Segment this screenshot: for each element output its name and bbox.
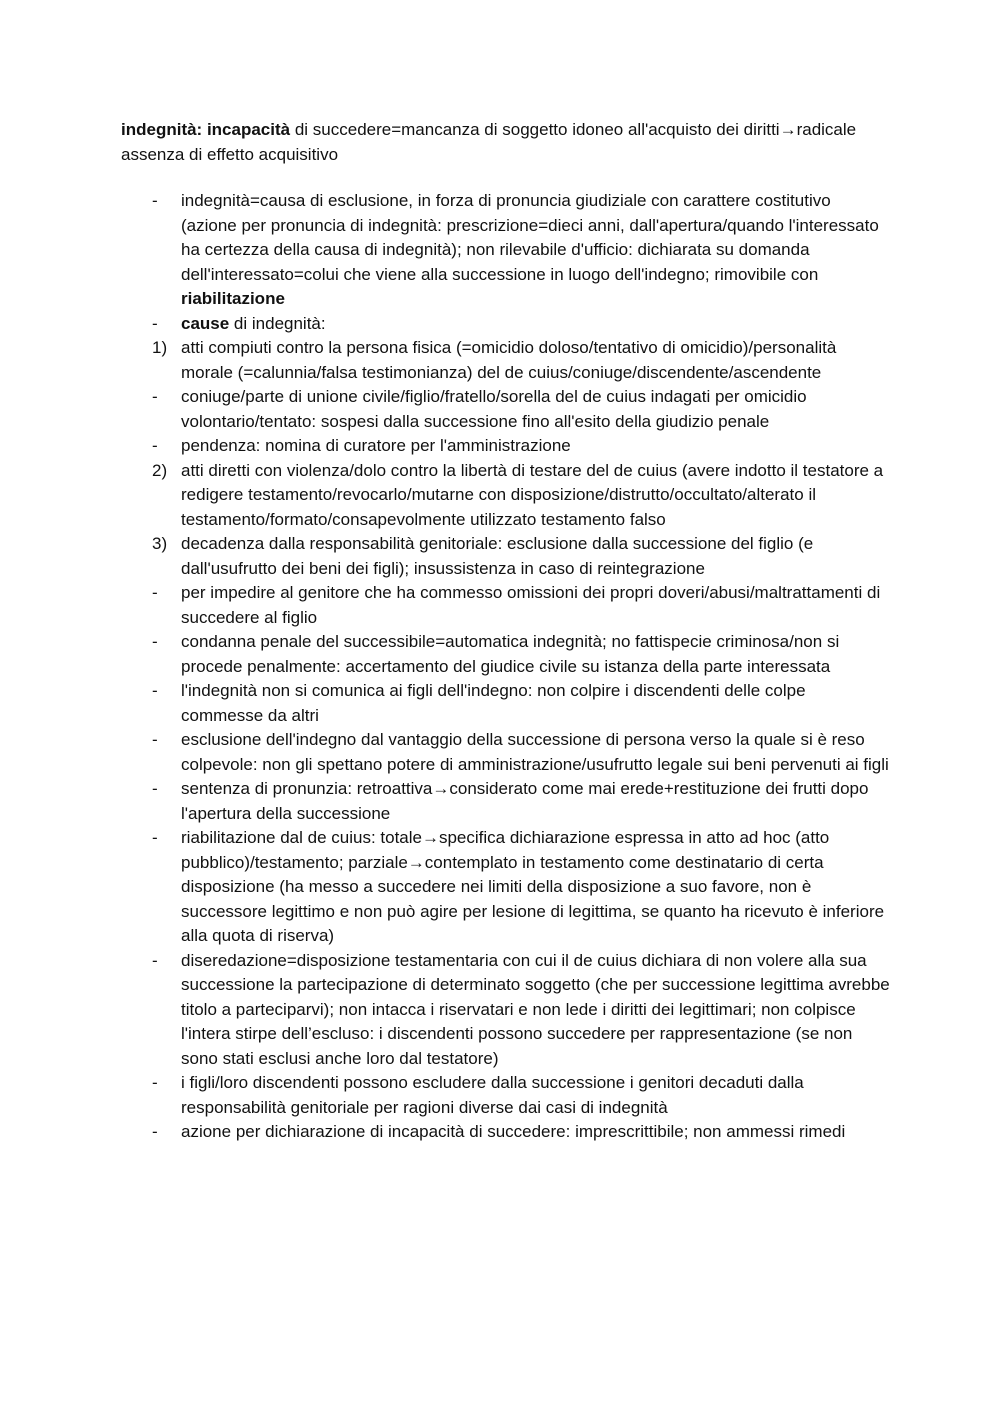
- dash-marker: -: [152, 779, 158, 798]
- list-item-text: [181, 1073, 804, 1117]
- list-item-text: [181, 314, 326, 333]
- list-item: [121, 532, 891, 581]
- text-segment: coniuge/parte di unione civile/figlio/fratello/sorella del de cuius indagati per omicidio volontario/tentato: sospesi dalla successione fino all'esito della giudizio penale: [181, 387, 807, 431]
- list-item: [121, 385, 891, 434]
- bold-term: riabilitazione: [181, 289, 285, 308]
- text-segment: atti compiuti contro la persona fisica (=omicidio doloso/tentativo di omicidio)/personalità morale (=calunnia/falsa testimonianza) del de cuius/coniuge/discendente/ascendente: [181, 338, 837, 382]
- number-marker: 2): [152, 460, 168, 480]
- list-item-text: [181, 681, 806, 725]
- bold-term: cause: [181, 313, 230, 333]
- number-marker: 1): [152, 338, 168, 357]
- text-segment: i figli/loro discendenti possono escludere dalla successione i genitori decaduti dalla responsabilità genitoriale per ragioni diverse dai casi di indegnità: [181, 1073, 804, 1117]
- dash-marker: -: [152, 950, 158, 970]
- list-item-text: [181, 461, 883, 529]
- list-item: [121, 679, 891, 728]
- list-item-text: [181, 632, 839, 676]
- dash-marker: -: [152, 730, 158, 749]
- list-item-text: [181, 436, 571, 455]
- bullet-list: [121, 189, 891, 1145]
- list-item-text: [181, 583, 880, 627]
- number-marker: 3): [152, 534, 168, 553]
- text-segment: azione per dichiarazione di incapacità di succedere: imprescrittibile; non ammessi rimedi: [181, 1122, 846, 1141]
- list-item: [121, 581, 891, 630]
- list-item: [121, 336, 891, 385]
- intro-text: di succedere=mancanza di soggetto idoneo all'acquisto dei diritti→radicale assenza di effetto acquisitivo: [121, 120, 857, 164]
- list-item-text: [181, 951, 890, 1068]
- list-item: [121, 1071, 891, 1120]
- list-item: [121, 826, 891, 949]
- text-segment: l'indegnità non si comunica ai figli dell'indegno: non colpire i discendenti delle colpe commesse da altri: [181, 681, 806, 725]
- intro-term-incapacita: incapacità: [206, 120, 291, 139]
- list-item: [121, 312, 891, 337]
- document-page: [121, 118, 891, 1145]
- dash-marker: -: [152, 681, 158, 700]
- intro-term-indegnita: indegnità:: [121, 120, 203, 139]
- text-segment: sentenza di pronunzia: retroattiva→considerato come mai erede+restituzione dei frutti dopo l'apertura della successione: [181, 779, 869, 823]
- list-item: [121, 189, 891, 312]
- list-item: [121, 630, 891, 679]
- list-item: [121, 1120, 891, 1145]
- list-item: [121, 728, 891, 777]
- list-item: [121, 434, 891, 459]
- text-segment: riabilitazione dal de cuius: totale→specifica dichiarazione espressa in atto ad hoc (atto pubblico)/testamento; parziale→contemplato in testamento come destinatario di certa disposizione (ha messo a succedere nei limiti della disposizione a suo favore, non è successore legittimo e non può agire per lesione di legittima, se quanto ha ricevuto è inferiore alla quota di riserva): [181, 828, 885, 945]
- text-segment: atti diretti con violenza/dolo contro la libertà di testare del de cuius (avere indotto il testatore a redigere testamento/revocarlo/mutarne con disposizione/distrutto/occultato/alterato il testamento/formato/consapevolmente utilizzato testamento falso: [181, 460, 884, 529]
- list-item: [121, 949, 891, 1072]
- dash-marker: -: [152, 191, 158, 210]
- list-item-text: [181, 191, 879, 308]
- text-segment: per impedire al genitore che ha commesso omissioni dei propri doveri/abusi/maltrattamenti di succedere al figlio: [181, 583, 881, 627]
- list-item-text: [181, 338, 836, 382]
- list-item: [121, 459, 891, 533]
- dash-marker: -: [152, 583, 158, 602]
- list-item-text: [181, 730, 889, 774]
- text-segment: condanna penale del successibile=automatica indegnità; no fattispecie criminosa/non si procede penalmente: accertamento del giudice civile su istanza della parte interessata: [181, 632, 840, 676]
- text-segment: decadenza dalla responsabilità genitoriale: esclusione dalla successione del figlio (e dall'usufrutto dei beni dei figli); insussistenza in caso di reintegrazione: [181, 534, 814, 578]
- text-segment: pendenza: nomina di curatore per l'amministrazione: [181, 436, 571, 455]
- dash-marker: -: [152, 632, 158, 651]
- dash-marker: -: [152, 1073, 158, 1092]
- dash-marker: -: [152, 313, 158, 333]
- text-segment: di indegnità:: [229, 313, 326, 333]
- list-item-text: [181, 779, 868, 823]
- list-item-text: [181, 534, 813, 578]
- intro-paragraph: [121, 118, 891, 167]
- list-item: [121, 777, 891, 826]
- list-item-text: [181, 828, 884, 945]
- dash-marker: -: [152, 1122, 158, 1141]
- list-item-text: [181, 1122, 845, 1141]
- dash-marker: -: [152, 387, 158, 406]
- list-item-text: [181, 387, 807, 431]
- dash-marker: -: [152, 436, 158, 455]
- text-segment: diseredazione=disposizione testamentaria con cui il de cuius dichiara di non volere alla sua successione la partecipazione di determinato soggetto (che per successione legittima avrebbe titolo a parteciparvi); non intacca i riservatari e non lede i diritti dei legittimari; non colpisce l'intera stirpe dell’escluso: i discendenti possono succedere per rappresentazione (se non sono stati esclusi anche loro dal testatore): [181, 950, 890, 1068]
- text-segment: esclusione dell'indegno dal vantaggio della successione di persona verso la quale si è reso colpevole: non gli spettano potere di amministrazione/usufrutto legale sui beni pervenuti ai figli: [181, 730, 889, 774]
- dash-marker: -: [152, 828, 158, 847]
- text-segment: indegnità=causa di esclusione, in forza di pronuncia giudiziale con carattere costitutivo (azione per pronuncia di indegnità: prescrizione=dieci anni, dall'apertura/quando l'interessato ha certezza della causa di indegnità); non rilevabile d'ufficio: dichiarata su domanda dell'interessato=colui che viene alla successione in luogo dell'indegno; rimovibile con: [181, 191, 879, 284]
